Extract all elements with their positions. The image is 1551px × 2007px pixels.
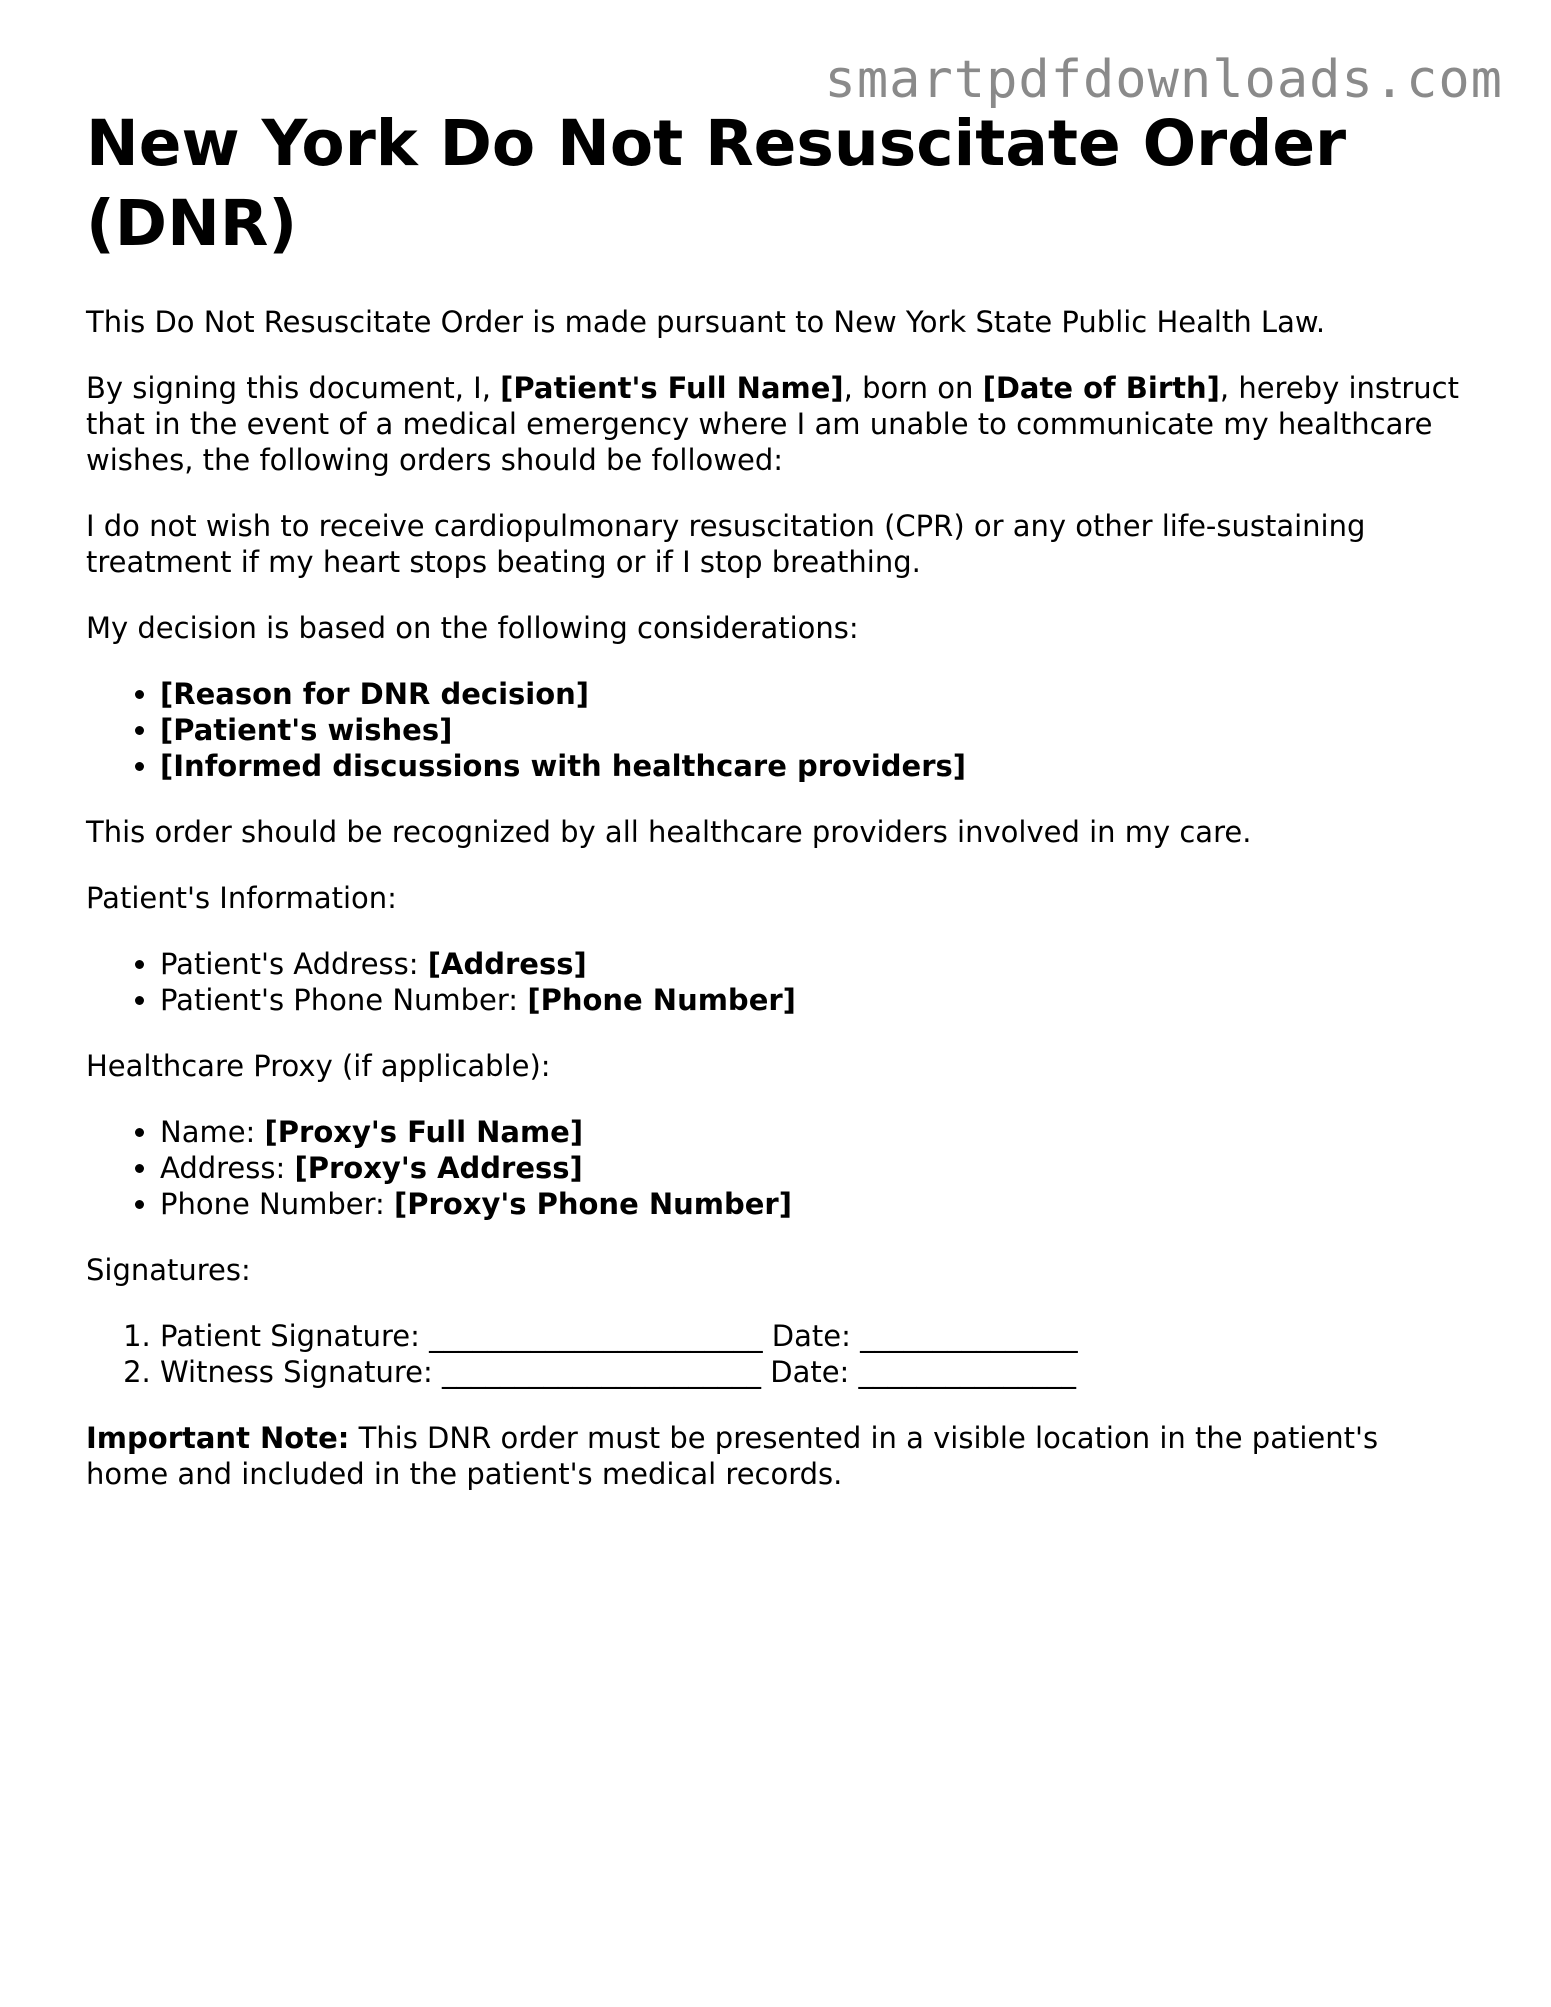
proxy-phone-item: • Phone Number: [Proxy's Phone Number] bbox=[160, 1186, 1466, 1222]
signatures-list bbox=[86, 1318, 1466, 1390]
proxy-address-item: • Address: [Proxy's Address] bbox=[160, 1150, 1466, 1186]
proxy-phone-placeholder: [Proxy's Phone Number] bbox=[394, 1187, 792, 1221]
watermark: smartpdfdownloads.com bbox=[824, 50, 1503, 110]
phone-placeholder: [Phone Number] bbox=[527, 983, 796, 1017]
page-title: New York Do Not Resuscitate Order (DNR) bbox=[86, 107, 1347, 260]
patient-phone-item: • Patient's Phone Number: [Phone Number] bbox=[160, 982, 1466, 1018]
dob-placeholder: [Date of Birth] bbox=[982, 371, 1220, 405]
considerations-heading: My decision is based on the following considerations: bbox=[86, 611, 859, 645]
considerations-list bbox=[86, 676, 1466, 784]
proxy-list bbox=[86, 1114, 1466, 1222]
statement-prefix: By signing this document, I, bbox=[86, 371, 501, 405]
patient-signature-line: 1. Patient Signature: _______________________ Date: _______________ bbox=[160, 1318, 1466, 1354]
proxy-name-placeholder: [Proxy's Full Name] bbox=[264, 1115, 584, 1149]
document-body bbox=[86, 104, 1466, 1522]
address-placeholder: [Address] bbox=[427, 947, 587, 981]
cpr-refusal-paragraph: I do not wish to receive cardiopulmonary resuscitation (CPR) or any other life-sustaining treatment if my heart stops beating or if I stop breathing. bbox=[86, 509, 1366, 579]
proxy-address-placeholder: [Proxy's Address] bbox=[294, 1151, 583, 1185]
important-note-label: Important Note: bbox=[86, 1421, 350, 1455]
important-note bbox=[86, 1420, 1466, 1492]
patient-address-item: • Patient's Address: [Address] bbox=[160, 946, 1466, 982]
proxy-heading: Healthcare Proxy (if applicable): bbox=[86, 1049, 551, 1083]
intro-paragraph: This Do Not Resuscitate Order is made pursuant to New York State Public Health Law. bbox=[86, 305, 1326, 339]
signatures-heading: Signatures: bbox=[86, 1253, 251, 1287]
witness-signature-line: 2. Witness Signature: ______________________ Date: _______________ bbox=[160, 1354, 1466, 1390]
patient-info-heading: Patient's Information: bbox=[86, 881, 397, 915]
recognition-paragraph: This order should be recognized by all healthcare providers involved in my care. bbox=[86, 815, 1252, 849]
patient-name-placeholder: [Patient's Full Name] bbox=[500, 371, 844, 405]
patient-info-list bbox=[86, 946, 1466, 1018]
statement-middle: , born on bbox=[843, 371, 983, 405]
list-item: • [Patient's wishes] bbox=[160, 712, 1466, 748]
patient-statement-paragraph bbox=[86, 370, 1466, 478]
important-note-text: This DNR order must be presented in a visible location in the patient's home and included in the patient's medical records. bbox=[86, 1421, 1379, 1491]
statement-suffix: , hereby instruct that in the event of a medical emergency where I am unable to communicate my healthcare wishes, the following orders should be followed: bbox=[86, 371, 1459, 477]
list-item: • [Reason for DNR decision] bbox=[160, 676, 1466, 712]
proxy-name-item: • Name: [Proxy's Full Name] bbox=[160, 1114, 1466, 1150]
list-item: • [Informed discussions with healthcare providers] bbox=[160, 748, 1466, 784]
